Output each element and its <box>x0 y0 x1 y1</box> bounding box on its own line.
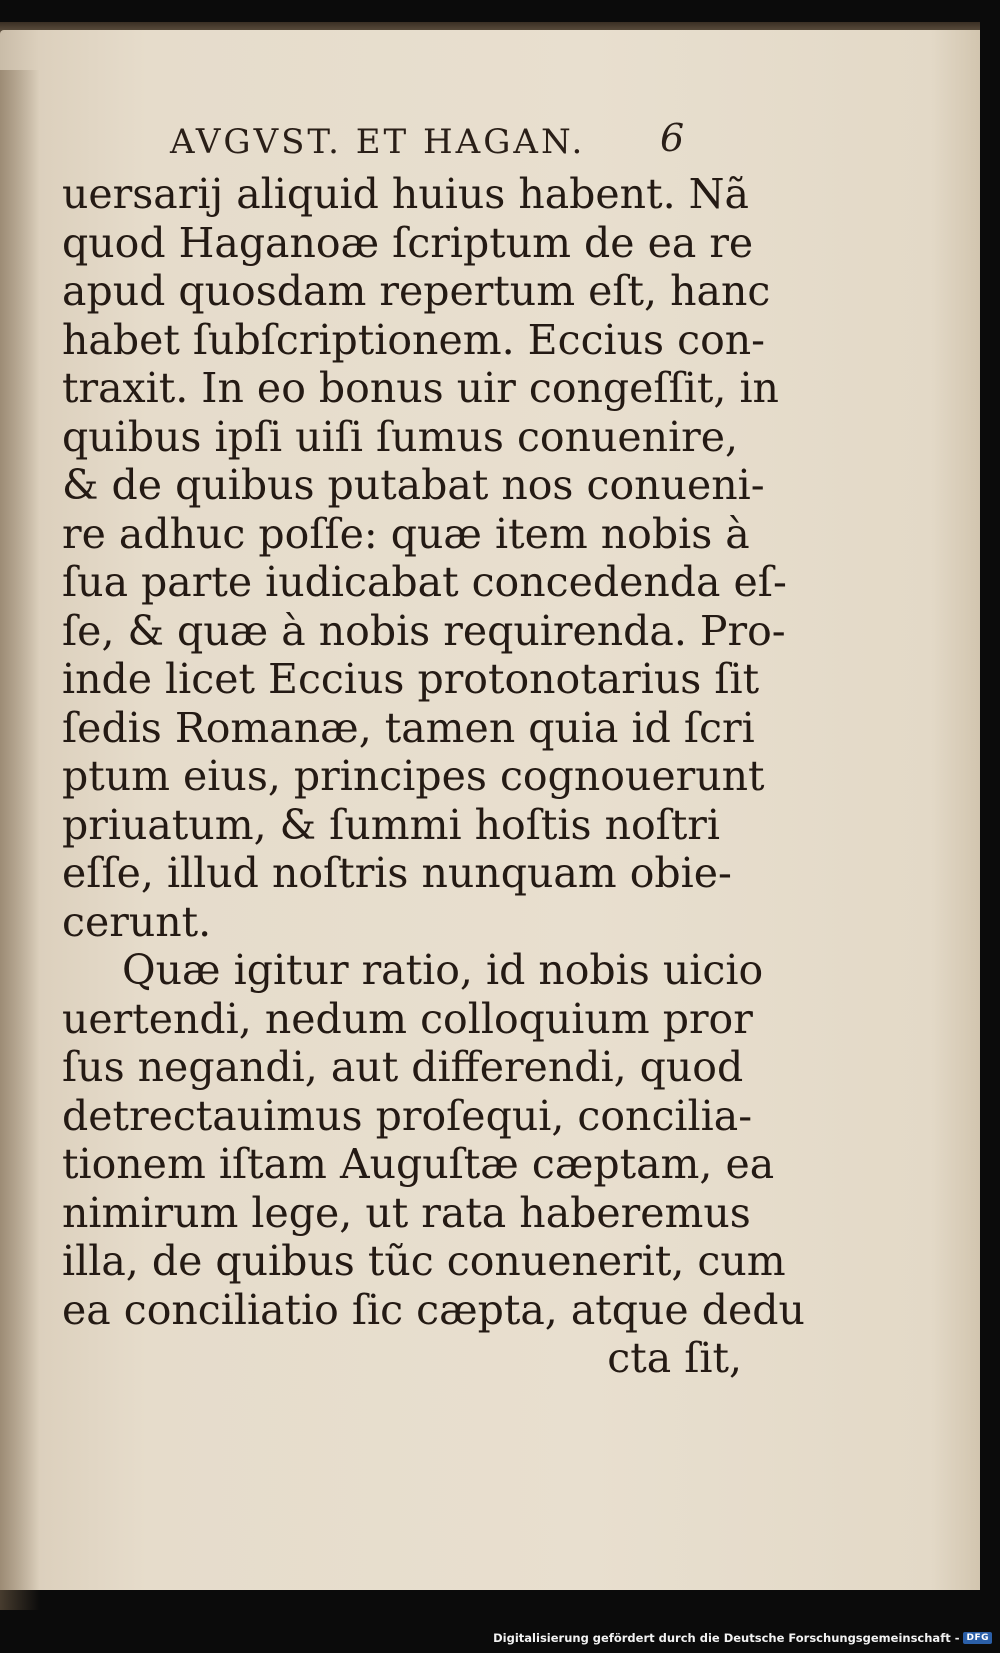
page-number: 6 <box>660 116 685 160</box>
text-line: eſſe, illud noſtris nunquam obie- <box>62 849 732 897</box>
book-page <box>0 30 980 1590</box>
text-line: re adhuc poſſe: quæ item nobis à <box>62 509 750 558</box>
text-line: quod Haganoæ ſcriptum de ea re <box>62 218 754 267</box>
credit-text: Digitalisierung gefördert durch die Deutsche Forschungsgemeinschaft - <box>493 1631 960 1645</box>
running-title: AVGVST. ET HAGAN. <box>170 122 586 162</box>
text-line: ea conciliatio ſic cæpta, atque dedu <box>62 1285 805 1334</box>
text-line: ſedis Romanæ, tamen quia id ſcri <box>62 703 755 752</box>
catchword: cta ſit, <box>607 1334 742 1382</box>
body-text <box>62 170 805 1383</box>
dfg-logo: DFG <box>963 1632 992 1644</box>
text-line: ſua parte iudicabat concedenda eſ- <box>62 558 787 606</box>
text-line: detrectauimus proſequi, concilia- <box>62 1091 753 1140</box>
text-line: apud quosdam repertum eſt, hanc <box>62 267 771 315</box>
text-line: uersarij aliquid huius habent. Nã <box>62 170 749 218</box>
text-line: ptum eius, principes cognouerunt <box>62 752 765 800</box>
text-line: illa, de quibus tũc conuenerit, cum <box>62 1237 786 1285</box>
running-header <box>170 116 690 168</box>
text-line-paragraph-start: Quæ igitur ratio, id nobis uicio <box>122 946 764 994</box>
text-line: priuatum, & ſummi hoſtis noſtri <box>62 800 721 849</box>
text-line: ſe, & quæ à nobis requirenda. Pro- <box>62 606 786 655</box>
text-line: & de quibus putabat nos conueni- <box>62 461 765 509</box>
text-line: ſus negandi, aut differendi, quod <box>62 1043 744 1091</box>
digitization-credit <box>493 1629 992 1647</box>
text-line: cerunt. <box>62 897 212 946</box>
spine-shadow <box>0 70 40 1610</box>
text-line: quibus ipſi uiſi ſumus conuenire, <box>62 412 739 461</box>
text-line: inde licet Eccius protonotarius ſit <box>62 655 760 703</box>
text-line: traxit. In eo bonus uir congeſſit, in <box>62 364 779 412</box>
text-line: habet ſubſcriptionem. Eccius con- <box>62 315 766 364</box>
text-line: tionem iſtam Auguſtæ cæptam, ea <box>62 1140 775 1188</box>
text-line: uertendi, nedum colloquium pror <box>62 994 753 1043</box>
text-line: nimirum lege, ut rata haberemus <box>62 1188 751 1237</box>
